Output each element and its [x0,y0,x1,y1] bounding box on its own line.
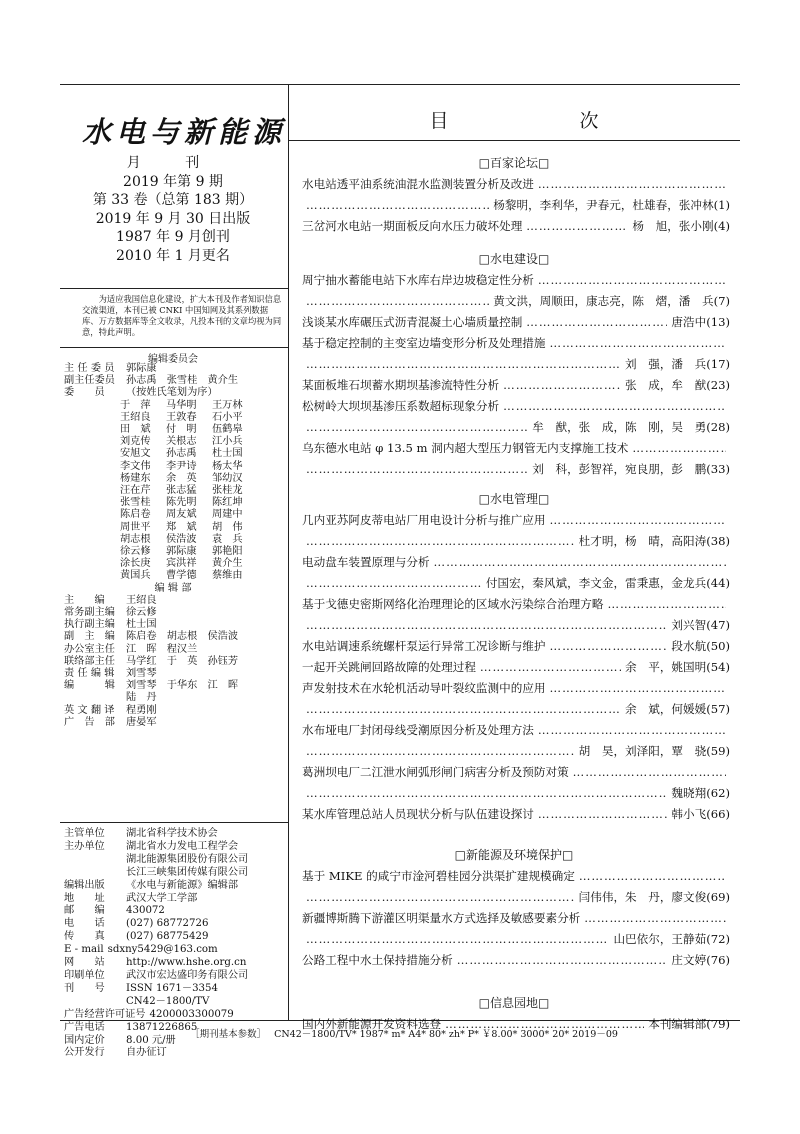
staff-label: 执行副主编 [64,619,115,631]
entry-authors: 黄文洪，周顺田，康志亮，陈 熠，潘 兵(7) [493,294,730,308]
publisher-row [64,867,286,880]
staff-label: 办公室主任 [64,643,115,655]
toc-entry[interactable] [302,678,730,720]
publisher-row [64,880,286,893]
leader-dots [573,762,726,783]
publisher-row [64,828,286,841]
staff-row [64,595,286,607]
publisher-row [64,918,286,931]
leader-dots [538,174,726,195]
toc-entry[interactable] [302,174,730,216]
issue-line: 2019 年第 9 期 [123,173,223,190]
publisher-value: CN42－1800/TV [126,995,210,1007]
issue-line: 2010 年 1 月更名 [116,247,230,264]
member-name: 张志猛 [166,485,197,497]
leader-dots [538,720,726,741]
publisher-row [64,970,286,983]
board-names: 孙志禹 张雪桂 黄介生 [126,375,239,387]
member-name: 曹学德 [166,570,197,582]
editorial-board [64,363,286,729]
member-name: 余 英 [166,472,197,484]
entry-title: 基于 MIKE 的咸宁市淦河碧桂园分洪渠扩建规模确定 [302,869,575,883]
leader-dots [306,417,528,438]
staff-row [64,717,286,729]
staff-names: 陆 丹 [126,692,157,704]
leader-dots [538,804,668,825]
staff-row [64,607,286,619]
staff-row [64,619,286,631]
staff-names: 唐晏军 [126,716,157,728]
publisher-value: 长江三峡集团传媒有限公司 [126,866,249,878]
publisher-label: 主管单位 [64,828,105,839]
toc-entry[interactable] [302,594,730,636]
staff-names: 刘雪琴 [126,668,157,680]
copyright-notice: 为适应我国信息化建设，扩大本刊及作者知识信息交流渠道，本刊已被 CNKI 中国知网及其系列数据库、万方数据库等全文收录，凡投本刊的文章均视为同意，特此声明。 [82,294,282,337]
member-name: 周建中 [212,509,243,521]
entry-title: 公路工程中水土保持措施分析 [302,953,453,967]
toc-entry[interactable] [302,312,730,333]
toc-section-heading: □新能源及环境保护□ [454,848,574,862]
publisher-label: 网 站 [64,957,105,969]
member-name: 江小兵 [212,436,243,448]
entry-title: 松树岭大坝坝基渗压系数超标现象分析 [302,399,500,413]
leader-dots [607,594,726,615]
leader-dots [632,438,726,459]
toc-entry[interactable] [302,375,730,396]
publisher-row [64,1009,286,1022]
publisher-value: ISSN 1671－3354 [126,982,218,994]
publisher-row [64,905,286,918]
entry-title: 声发射技术在水轮机活动导叶裂纹监测中的应用 [302,681,546,695]
entry-authors: 杨黎明，李利华，尹春元，杜雄春，张冲林(1) [493,198,730,212]
publisher-row [64,854,286,867]
issue-line: 1987 年 9 月创刊 [116,229,230,245]
member-name: 王绍良 [120,411,151,423]
entry-title: 水布垭电厂封闭母线受潮原因分析及处理方法 [302,723,534,737]
publisher-row [64,996,286,1009]
toc-entry[interactable] [302,216,730,237]
publisher-label: 编辑出版 [64,879,105,891]
entry-authors: 段水航(50) [671,639,730,653]
member-name: 陈红坤 [212,497,243,509]
toc-entry[interactable] [302,804,730,825]
member-name: 郑 斌 [166,521,197,533]
leader-dots [526,216,628,237]
entry-authors: 魏晓翔(62) [671,786,730,800]
publisher-value: 湖北能源集团股份有限公司 [126,853,249,865]
member-name: 王敦春 [166,411,197,423]
member-name: 郭艳阳 [212,546,243,558]
toc-entry[interactable] [302,908,730,950]
staff-names: 江 晖 程汉兰 [126,643,198,655]
members-note: （按姓氏笔划为序） [126,387,218,399]
staff-names: 马学红 于 英 孙钰芳 [126,655,239,667]
publisher-value: 8.00 元/册 [126,1034,176,1046]
leader-dots [549,510,726,531]
basic-parameters [0,1026,800,1040]
parameters-label: ［期刊基本参数］ [190,1029,267,1040]
member-name: 胡 伟 [212,521,243,533]
staff-row [64,668,286,680]
leader-dots [503,375,621,396]
publisher-label: 地 址 [64,892,105,904]
staff-label: 英 文 翻 译 [64,704,115,716]
board-names: 郭际康 [126,363,157,374]
entry-title: 某水库管理总站人员现状分析与队伍建设探讨 [302,807,534,821]
entry-authors: 山巴依尔，王静茹(72) [613,932,730,946]
publisher-value: 13871226865 [126,1021,198,1033]
staff-names: 杜士国 [126,619,157,631]
entry-title: 基于戈德史密斯网络化治理理论的区域水污染综合治理方略 [302,597,604,611]
publisher-label: 公开发行 [64,1047,105,1059]
toc-entry[interactable] [302,552,730,594]
entry-title: 国内外新能源开发资料选登 [302,1017,442,1031]
publisher-label: 广告经营许可证号 [64,1008,146,1020]
toc-entry[interactable] [302,396,730,438]
parameters-values: CN42－1800/TV* 1987* m* A4* 80* zh* P* ￥8.00* 3000* 20* 2019－09 [274,1029,618,1040]
member-name: 付 明 [166,424,197,436]
member-name: 王万林 [212,399,243,411]
member-name: 黄介生 [212,558,243,570]
staff-label: 常务副主编 [64,607,115,619]
toc-entry[interactable] [302,762,730,804]
entry-title: 三岔河水电站一期面板反向水压力破坏处理 [302,219,523,233]
publisher-value: 湖北省水力发电工程学会 [126,840,239,852]
entry-authors: 本刊编辑部(79) [648,1017,730,1031]
member-name: 伍鹤皋 [212,424,243,436]
leader-dots [434,552,726,573]
member-list [120,400,286,583]
publisher-row [64,983,286,996]
editorial-dept-title: 编 辑 部 [154,582,192,594]
editorial-board-title: 编辑委员会 [148,354,198,365]
member-name: 关根志 [166,436,197,448]
entry-title: 乌东德水电站 φ 13.5 m 洞内超大型压力钢管无内支撑施工技术 [302,441,629,455]
staff-row [64,680,286,692]
publisher-label: 邮 编 [64,905,105,917]
staff-label: 主 编 [64,594,105,606]
publisher-value: 武汉大学工学部 [126,892,198,904]
entry-authors: 余 平，姚国明(54) [625,660,730,674]
leader-dots [549,636,667,657]
member-name: 陈先明 [166,497,197,509]
staff-label: 广 告 部 [64,716,115,728]
staff-label: 联络部主任 [64,655,115,667]
leader-dots [306,354,621,375]
member-name: 安旭文 [120,448,151,460]
member-name: 张桂龙 [212,485,243,497]
board-row [64,387,286,399]
publisher-row [64,957,286,970]
entry-authors: 闫伟伟，朱 丹，廖文俊(69) [578,890,730,904]
member-name: 张雪桂 [120,497,151,509]
entry-authors: 韩小飞(66) [671,807,730,821]
entry-authors: 庄文婷(76) [671,953,730,967]
publisher-value: 武汉市宏达盛印务有限公司 [126,969,249,981]
publisher-row [64,841,286,854]
leader-dots [457,950,668,971]
board-row [64,375,286,387]
entry-title: 基于稳定控制的主变室边墙变形分析及处理措施 [302,336,546,350]
entry-authors: 刘 科，彭智祥，宛良朋，彭 鹏(33) [532,462,730,476]
entry-title: 某面板堆石坝蓄水期坝基渗流特性分析 [302,378,500,392]
member-name: 杨太华 [212,460,243,472]
publisher-label: E - mail [64,944,104,956]
publisher-row [64,944,286,957]
member-name: 陈启卷 [120,509,151,521]
toc-entry[interactable] [302,720,730,762]
staff-label: 责 任 编 辑 [64,668,115,680]
entry-authors: 刘 强，潘 兵(17) [625,357,730,371]
issue-info [60,154,286,265]
issue-line: 第 33 卷（总第 183 期） [92,192,254,208]
board-row [64,363,286,375]
toc-title: 目 次 [429,110,655,132]
entry-authors: 张 成，牟 猷(23) [625,378,730,392]
member-name: 袁 兵 [212,533,243,545]
member-name: 徐云修 [120,546,151,558]
entry-title: 几内亚苏阿皮蒂电站厂用电设计分析与推广应用 [302,513,546,527]
staff-row [64,656,286,668]
publisher-value: sdxny5429@163.com [107,944,218,956]
publisher-row [64,931,286,944]
staff-row [64,692,286,704]
member-name: 汪在芹 [120,485,151,497]
toc-entry[interactable] [302,438,730,480]
entry-title: 水电站透平油系统油混水监测装置分析及改进 [302,177,534,191]
staff-names: 刘雪琴 于华东 江 晖 [126,680,239,692]
leader-dots [306,741,575,762]
member-name: 郭际康 [166,546,197,558]
publisher-label: 主办单位 [64,840,105,852]
staff-label: 副 主 编 [64,631,115,643]
toc-entry[interactable] [302,866,730,908]
publisher-value: (027) 68772726 [126,918,209,930]
toc-section-heading: □水电建设□ [478,252,550,266]
staff-names: 徐云修 [126,607,157,619]
entry-title: 一起开关跳闸回路故障的处理过程 [302,660,476,674]
entry-title: 葛洲坝电厂二江泄水闸弧形闸门病害分析及预防对策 [302,765,569,779]
toc-section-heading: □信息园地□ [478,996,550,1010]
leader-dots [538,270,726,291]
toc-section-heading: □百家论坛□ [478,156,550,170]
entry-authors: 牟 猷，张 成，陈 刚，吴 勇(28) [532,420,730,434]
publisher-value: 4200003300079 [149,1008,234,1020]
member-name: 杨建东 [120,472,151,484]
journal-logo: 水电与新能源 [82,115,287,149]
member-name: 孙志禹 [166,448,197,460]
member-name: 马华明 [166,399,197,411]
leader-dots [549,678,726,699]
toc-entry[interactable] [302,270,730,312]
leader-dots [579,866,726,887]
toc-entry[interactable] [302,657,730,678]
toc-section-heading: □水电管理□ [478,492,550,506]
leader-dots [480,657,621,678]
leader-dots [584,908,726,929]
staff-label: 编 辑 [64,680,115,692]
publisher-value: http://www.hshe.org.cn [126,957,247,969]
publisher-value: 自办征订 [126,1047,167,1059]
member-name: 胡志根 [120,533,151,545]
board-label: 委 员 [64,387,105,399]
member-name: 于 萍 [120,399,151,411]
member-name: 李文伟 [120,460,151,472]
staff-names: 王绍良 [126,594,157,606]
entry-title: 电动盘车装置原理与分析 [302,555,430,569]
member-name: 刘克传 [120,436,151,448]
staff-row [64,705,286,717]
entry-title: 浅谈某水库碾压式沥青混凝土心墙质量控制 [302,315,523,329]
board-label: 主 任 委 员 [64,363,115,374]
leader-dots [526,312,667,333]
leader-dots [306,291,489,312]
member-name: 侯浩波 [166,533,197,545]
publisher-value: (027) 68775429 [126,931,209,943]
toc-entry[interactable] [302,333,730,375]
leader-dots [503,396,726,417]
member-name: 蔡维由 [212,570,243,582]
publisher-label: 传 真 [64,931,105,943]
toc-entry[interactable] [302,510,730,552]
staff-names: 陈启卷 胡志根 侯浩波 [126,631,239,643]
leader-dots [306,195,489,216]
board-label: 副主任委员 [64,375,115,387]
member-name: 黄国兵 [120,570,151,582]
member-name: 涂长庚 [120,558,151,570]
staff-names: 程勇刚 [126,704,157,716]
leader-dots [306,783,667,804]
entry-authors: 付国宏，秦风斌，李文金，雷秉惠，金龙兵(44) [485,576,730,590]
entry-authors: 杜才明，杨 晴，高阳涛(38) [578,534,730,548]
leader-dots [549,333,726,354]
member-name: 邹幼汉 [212,472,243,484]
publisher-value: 《水电与新能源》编辑部 [126,879,239,891]
publisher-label: 广告电话 [64,1021,105,1033]
issue-line: 2019 年 9 月 30 日出版 [95,210,251,227]
publisher-row [64,1047,286,1060]
frequency: 月 刊 [126,155,220,171]
leader-dots [306,459,528,480]
entry-authors: 唐浩中(13) [671,315,730,329]
toc-entry[interactable] [302,950,730,971]
toc-entry[interactable] [302,636,730,657]
entry-authors: 胡 昊，刘泽阳，覃 骁(59) [578,744,730,758]
member-name: 宾洪祥 [166,558,197,570]
publisher-label: 电 话 [64,918,105,930]
staff-row [64,631,286,643]
publisher-row [64,893,286,906]
leader-dots [306,531,575,552]
publisher-label: 印刷单位 [64,969,105,981]
publisher-label: 刊 号 [64,982,105,994]
entry-title: 周宁抽水蓄能电站下水库右岸边坡稳定性分析 [302,273,534,287]
staff-row [64,644,286,656]
entry-authors: 余 斌，何媛媛(57) [625,702,730,716]
member-name: 田 斌 [120,424,151,436]
staff-list [64,595,286,729]
leader-dots [306,699,621,720]
entry-authors: 刘兴智(47) [671,618,730,632]
entry-title: 水电站调速系统螺杆泵运行异常工况诊断与维护 [302,639,546,653]
entry-authors: 杨 旭，张小刚(4) [632,219,730,233]
member-name: 周世平 [120,521,151,533]
leader-dots [306,887,575,908]
publisher-value: 湖北省科学技术协会 [126,828,218,839]
leader-dots [306,615,667,636]
leader-dots [306,929,609,950]
member-name: 李尹诗 [166,460,197,472]
publisher-value: 430072 [126,905,165,917]
member-name: 杜士国 [212,448,243,460]
leader-dots [306,573,482,594]
member-name: 周友斌 [166,509,197,521]
publisher-label: 国内定价 [64,1034,105,1046]
toc-column [288,84,740,1031]
member-name: 石小平 [212,411,243,423]
entry-title: 新疆博斯腾下游灌区明渠量水方式选择及敏感要素分析 [302,911,581,925]
